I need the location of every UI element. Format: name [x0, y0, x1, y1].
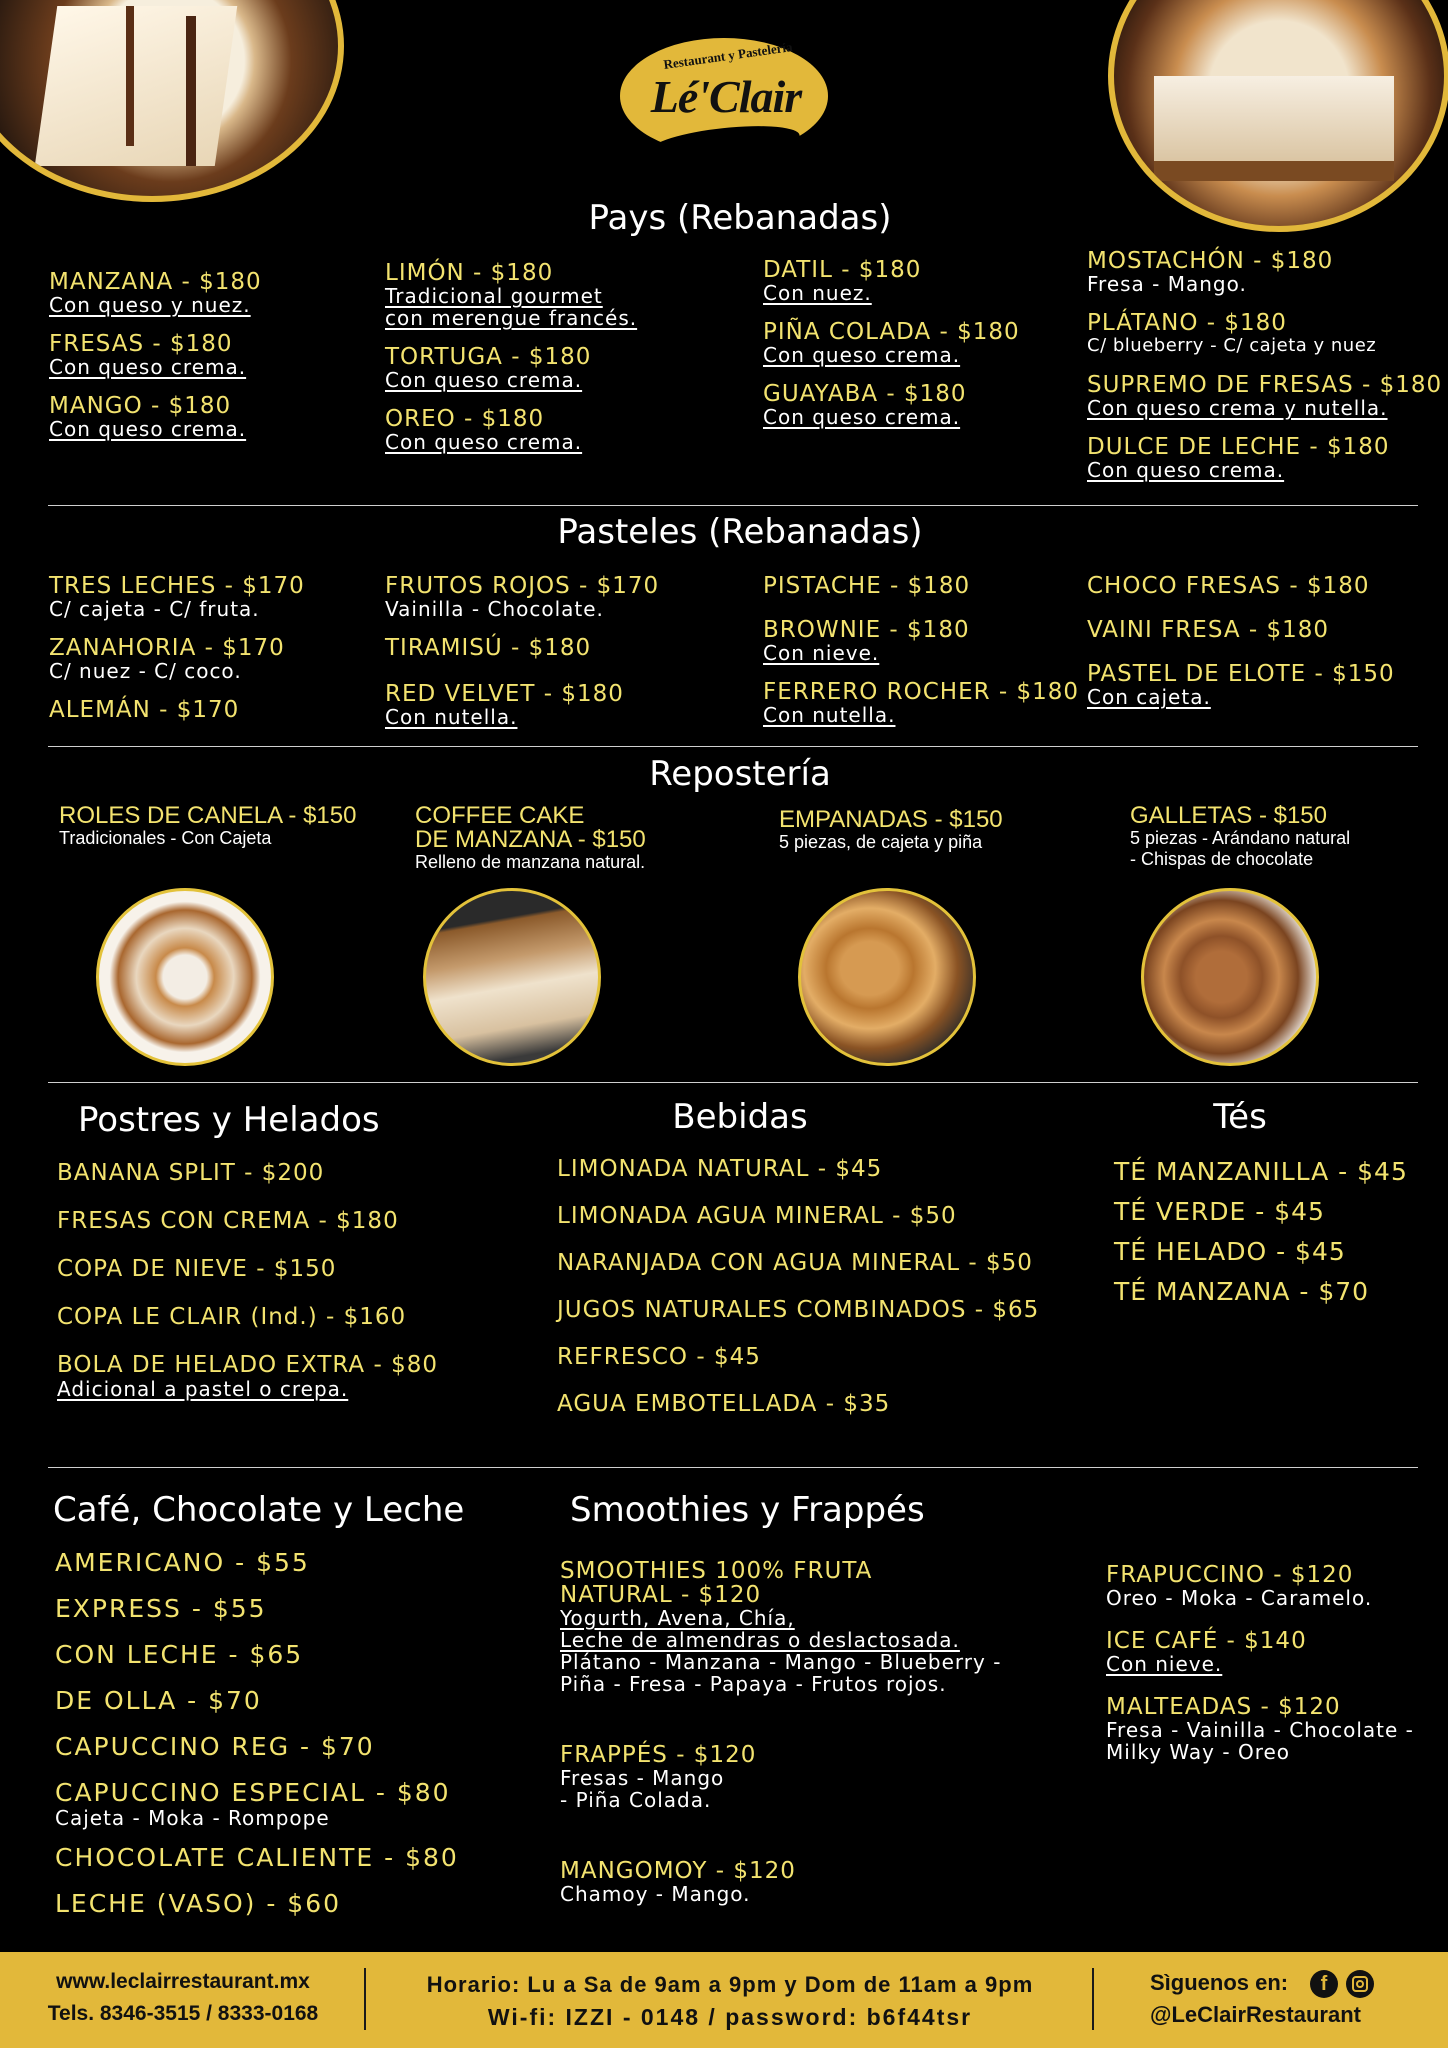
menu-item-name: FRUTOS ROJOS - $170: [385, 573, 660, 599]
wifi-info: Wi-fi: IZZI - 0148 / password: b6f44tsr: [487, 2004, 973, 2030]
menu-item-name: CON LECHE - $65: [55, 1640, 304, 1669]
menu-item-name: COPA LE CLAIR (Ind.) - $160: [57, 1304, 407, 1330]
reposteria-item: [415, 804, 646, 873]
menu-item-desc: C/ cajeta - C/ fruta.: [49, 597, 260, 621]
menu-item-desc: Cajeta - Moka - Rompope: [55, 1806, 330, 1830]
menu-item-name: PLÁTANO - $180: [1087, 310, 1287, 336]
menu-item-name: VAINI FRESA - $180: [1087, 617, 1330, 643]
menu-item: [560, 1559, 1001, 1695]
footer-divider: [1092, 1968, 1094, 2030]
menu-item-desc: Con queso crema.: [763, 405, 961, 429]
menu-item-desc: Con nieve.: [1106, 1652, 1223, 1676]
cafe-list: [55, 1548, 459, 1918]
reposteria-item: [59, 804, 356, 849]
menu-item-desc: Con queso crema.: [49, 417, 247, 441]
pasteles-column-3: [763, 574, 1079, 742]
pasteles-column-4: [1087, 574, 1395, 724]
smoothies-right-list: [1106, 1563, 1414, 1779]
pasteles-column-1: [49, 574, 305, 738]
menu-item-name: MANGOMOY - $120: [560, 1858, 796, 1884]
website-link[interactable]: www.leclairrestaurant.mx: [56, 1970, 310, 1993]
pays-column-1: [49, 270, 262, 456]
menu-item-name: DULCE DE LECHE - $180: [1087, 434, 1390, 460]
pasteles-title: Pasteles (Rebanadas): [557, 512, 923, 552]
menu-item-desc: Fresas - Mango: [560, 1766, 725, 1790]
brand-subtitle: Restaurant y Pastelería: [662, 39, 794, 72]
bebidas-title: Bebidas: [672, 1097, 808, 1137]
menu-item-name: PIÑA COLADA - $180: [763, 319, 1020, 345]
menu-item-name: ALEMÁN - $170: [49, 697, 240, 723]
menu-item-name: REFRESCO - $45: [557, 1344, 761, 1370]
menu-item-name: OREO - $180: [385, 406, 545, 432]
menu-item-desc: Adicional a pastel o crepa.: [57, 1377, 349, 1401]
menu-item-name: RED VELVET - $180: [385, 681, 624, 707]
menu-item-desc: Con nutella.: [763, 703, 896, 727]
section-divider: [48, 746, 1418, 747]
menu-item-name: FRAPPÉS - $120: [560, 1742, 757, 1768]
menu-item-name: GALLETAS - $150: [1130, 802, 1327, 829]
menu-item-name: TÉ MANZANA - $70: [1114, 1277, 1370, 1306]
pasteles-column-2: [385, 574, 659, 744]
footer-bar: [0, 1952, 1448, 2048]
menu-item-name: NATURAL - $120: [560, 1582, 762, 1608]
pays-column-3: [763, 258, 1020, 444]
menu-item-name: TÉ VERDE - $45: [1114, 1197, 1325, 1226]
menu-item-name: CAPUCCINO REG - $70: [55, 1732, 375, 1761]
menu-item-name: AGUA EMBOTELLADA - $35: [557, 1391, 891, 1417]
menu-item-desc: Tradicionales - Con Cajeta: [59, 828, 272, 848]
menu-item-desc: Chamoy - Mango.: [560, 1882, 751, 1906]
menu-item-name: LIMÓN - $180: [385, 260, 554, 286]
menu-item-name: ICE CAFÉ - $140: [1106, 1628, 1307, 1654]
menu-item-name: PASTEL DE ELOTE - $150: [1087, 661, 1395, 687]
menu-item-name: FRAPUCCINO - $120: [1106, 1562, 1354, 1588]
menu-item-name: DATIL - $180: [763, 257, 922, 283]
postres-title: Postres y Helados: [78, 1100, 380, 1140]
menu-item-desc: - Piña Colada.: [560, 1788, 712, 1812]
menu-item-name: AMERICANO - $55: [55, 1548, 310, 1577]
menu-item-desc: Oreo - Moka - Caramelo.: [1106, 1586, 1373, 1610]
phone-numbers: Tels. 8346-3515 / 8333-0168: [47, 2002, 319, 2025]
menu-item-name: ROLES DE CANELA - $150: [59, 802, 357, 829]
menu-item-name: TÉ MANZANILLA - $45: [1114, 1157, 1408, 1186]
tes-title: Tés: [1213, 1097, 1267, 1137]
menu-item-desc: Piña - Fresa - Papaya - Frutos rojos.: [560, 1672, 947, 1696]
menu-item-name: COFFEE CAKE: [415, 802, 585, 829]
menu-item-desc: Con queso crema.: [385, 430, 583, 454]
cafe-title: Café, Chocolate y Leche: [53, 1490, 465, 1530]
banana-pie-photo: [1108, 0, 1448, 232]
social-handle[interactable]: @LeClairRestaurant: [1150, 2002, 1361, 2027]
menu-item-name: TIRAMISÚ - $180: [385, 635, 592, 661]
menu-item-desc: Con queso crema.: [1087, 458, 1285, 482]
cinnamon-roll-photo: [96, 888, 274, 1066]
menu-item-name: CHOCO FRESAS - $180: [1087, 573, 1370, 599]
menu-item-name: LECHE (VASO) - $60: [55, 1889, 342, 1918]
brand-logo: [620, 30, 830, 170]
empanadas-photo: [798, 888, 976, 1066]
menu-item-name: TORTUGA - $180: [385, 344, 592, 370]
menu-item-desc: Con cajeta.: [1087, 685, 1211, 709]
pays-title: Pays (Rebanadas): [588, 198, 892, 238]
instagram-icon[interactable]: [1346, 1970, 1374, 1998]
section-divider: [48, 1082, 1418, 1083]
menu-item-name: SUPREMO DE FRESAS - $180: [1087, 372, 1443, 398]
menu-item: [560, 1859, 1001, 1905]
menu-item-desc: 5 piezas - Arándano natural: [1130, 828, 1351, 848]
menu-item-name: DE OLLA - $70: [55, 1686, 262, 1715]
menu-item-name: SMOOTHIES 100% FRUTA: [560, 1558, 873, 1584]
menu-item-name: MOSTACHÓN - $180: [1087, 248, 1334, 274]
menu-item-desc: Con nuez.: [763, 281, 872, 305]
cheesecake-photo: [0, 0, 344, 202]
menu-item-name: COPA DE NIEVE - $150: [57, 1256, 337, 1282]
menu-item-desc: Con queso y nuez.: [49, 293, 251, 317]
menu-item-desc: Milky Way - Oreo: [1106, 1740, 1291, 1764]
menu-item-desc: Fresa - Vainilla - Chocolate -: [1106, 1718, 1414, 1742]
galletas-photo: [1141, 888, 1319, 1066]
menu-item-desc: C/ blueberry - C/ cajeta y nuez: [1087, 335, 1377, 356]
menu-item-name: FERRERO ROCHER - $180: [763, 679, 1080, 705]
menu-item-name: FRESAS - $180: [49, 331, 233, 357]
menu-item-desc: Tradicional gourmet: [385, 284, 603, 308]
menu-item-name: PISTACHE - $180: [763, 573, 971, 599]
reposteria-title: Repostería: [649, 754, 831, 794]
menu-item-desc: 5 piezas, de cajeta y piña: [779, 832, 983, 852]
pays-column-2: [385, 261, 637, 469]
menu-item-name: BOLA DE HELADO EXTRA - $80: [57, 1352, 438, 1378]
smoothies-left-list: [560, 1559, 1001, 1905]
reposteria-item: [1130, 804, 1350, 870]
menu-item-name: MALTEADAS - $120: [1106, 1694, 1341, 1720]
menu-item-desc: Relleno de manzana natural.: [415, 852, 646, 872]
menu-item-desc: Con nutella.: [385, 705, 518, 729]
menu-item-desc: Yogurth, Avena, Chía,: [560, 1606, 795, 1630]
menu-item-name: FRESAS CON CREMA - $180: [57, 1208, 399, 1234]
follow-label: Sìguenos en:: [1150, 1970, 1289, 1995]
brand-name: Lé'Clair: [650, 71, 802, 122]
menu-item-name: LIMONADA NATURAL - $45: [557, 1156, 883, 1182]
menu-item-desc: Plátano - Manzana - Mango - Blueberry -: [560, 1650, 1002, 1674]
menu-item-name: ZANAHORIA - $170: [49, 635, 285, 661]
footer-divider: [364, 1968, 366, 2030]
menu-item-desc: - Chispas de chocolate: [1130, 849, 1314, 869]
menu-item-name: DE MANZANA - $150: [415, 826, 646, 853]
menu-item-desc: Leche de almendras o deslactosada.: [560, 1628, 960, 1652]
menu-item-name: MANZANA - $180: [49, 269, 262, 295]
menu-item-name: NARANJADA CON AGUA MINERAL - $50: [557, 1250, 1033, 1276]
smoothies-title: Smoothies y Frappés: [570, 1490, 925, 1530]
menu-item-name: JUGOS NATURALES COMBINADOS - $65: [557, 1297, 1040, 1323]
menu-item-name: CAPUCCINO ESPECIAL - $80: [55, 1778, 451, 1807]
menu-item-name: MANGO - $180: [49, 393, 232, 419]
postres-list: [57, 1160, 438, 1400]
menu-item-name: BANANA SPLIT - $200: [57, 1160, 325, 1186]
bebidas-list: [557, 1156, 1039, 1417]
menu-item-desc: Con queso crema.: [763, 343, 961, 367]
reposteria-item: [779, 808, 1003, 853]
menu-item: [560, 1743, 1001, 1811]
tes-list: [1114, 1157, 1408, 1306]
menu-item-name: GUAYABA - $180: [763, 381, 967, 407]
facebook-icon[interactable]: f: [1310, 1970, 1338, 1998]
menu-item-desc: Fresa - Mango.: [1087, 272, 1247, 296]
menu-item-name: EMPANADAS - $150: [779, 806, 1003, 833]
pays-column-4: [1087, 249, 1442, 497]
menu-item-desc: Con queso crema y nutella.: [1087, 396, 1388, 420]
menu-item-desc: Con nieve.: [763, 641, 880, 665]
menu-item-name: CHOCOLATE CALIENTE - $80: [55, 1843, 459, 1872]
menu-item-desc: C/ nuez - C/ coco.: [49, 659, 242, 683]
menu-item-name: LIMONADA AGUA MINERAL - $50: [557, 1203, 957, 1229]
menu-item-desc: Con queso crema.: [385, 368, 583, 392]
menu-item-desc: Vainilla - Chocolate.: [385, 597, 604, 621]
menu-item-name: BROWNIE - $180: [763, 617, 970, 643]
section-divider: [48, 505, 1418, 506]
coffee-cake-photo: [423, 888, 601, 1066]
opening-hours: Horario: Lu a Sa de 9am a 9pm y Dom de 11am a 9pm: [426, 1972, 1034, 1997]
menu-item-name: EXPRESS - $55: [55, 1594, 267, 1623]
menu-item-name: TÉ HELADO - $45: [1114, 1237, 1346, 1266]
menu-item-desc: con merengue francés.: [385, 306, 638, 330]
section-divider: [48, 1467, 1418, 1468]
menu-item-desc: Con queso crema.: [49, 355, 247, 379]
menu-item-name: TRES LECHES - $170: [49, 573, 305, 599]
